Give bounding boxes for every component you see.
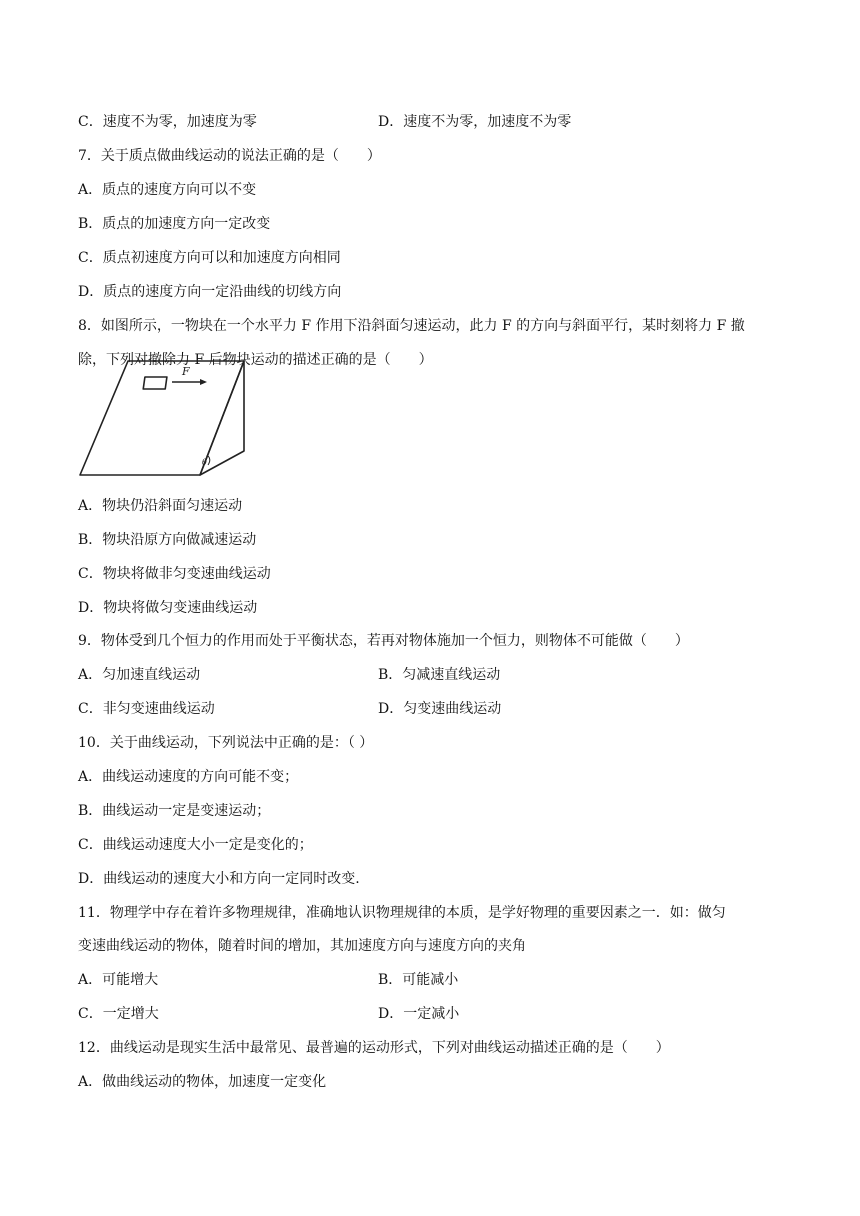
q10-option-d: D．曲线运动的速度大小和方向一定同时改变. [78,871,360,887]
q9-option-c: C．非匀变速曲线运动 [78,701,215,717]
q11-stem-line2: 变速曲线运动的物体，随着时间的增加，其加速度方向与速度方向的夹角 [78,938,526,954]
q11-option-b: B．可能减小 [378,972,459,988]
force-label: F [182,365,190,378]
incline-figure [76,355,252,479]
q9-option-b: B．匀减速直线运动 [378,667,501,683]
q10-stem: 10．关于曲线运动，下列说法中正确的是：（ ） [78,735,374,751]
q12-stem: 12．曲线运动是现实生活中最常见、最普遍的运动形式，下列对曲线运动描述正确的是（ ） [78,1040,670,1056]
q8-option-a: A．物块仍沿斜面匀速运动 [78,498,243,514]
q7-option-b: B．质点的加速度方向一定改变 [78,216,271,232]
q11-option-d: D．一定减小 [378,1006,460,1022]
q8-option-d: D．物块将做匀变速曲线运动 [78,600,258,616]
q7-stem: 7．关于质点做曲线运动的说法正确的是（ ） [78,148,381,164]
q10-option-b: B．曲线运动一定是变速运动； [78,803,271,819]
q10-option-c: C．曲线运动速度大小一定是变化的； [78,837,313,853]
q7-option-c: C．质点初速度方向可以和加速度方向相同 [78,250,341,266]
q8-option-b: B．物块沿原方向做减速运动 [78,532,257,548]
q6-option-c: C．速度不为零，加速度为零 [78,114,257,130]
q11-option-a: A．可能增大 [78,972,159,988]
q9-option-d: D．匀变速曲线运动 [378,701,502,717]
q7-option-a: A．质点的速度方向可以不变 [78,182,257,198]
q11-option-c: C．一定增大 [78,1006,159,1022]
q9-option-a: A．匀加速直线运动 [78,667,201,683]
q8-stem-line2: 除，下列对撤除力 F 后物块运动的描述正确的是（ ） [78,352,433,368]
q10-option-a: A．曲线运动速度的方向可能不变； [78,769,299,785]
q11-stem-line1: 11．物理学中存在着许多物理规律，准确地认识物理规律的本质，是学好物理的重要因素之一．如：做匀 [78,905,726,921]
q8-stem-line1: 8．如图所示，一物块在一个水平力 F 作用下沿斜面匀速运动，此力 F 的方向与斜面平行，某时刻将力 F 撤 [78,318,745,334]
angle-label: θ [202,458,207,467]
q12-option-a: A．做曲线运动的物体，加速度一定变化 [78,1074,327,1090]
q8-option-c: C．物块将做非匀变速曲线运动 [78,566,271,582]
q7-option-d: D．质点的速度方向一定沿曲线的切线方向 [78,284,342,300]
q6-option-d: D．速度不为零，加速度不为零 [378,114,572,130]
q9-stem: 9．物体受到几个恒力的作用而处于平衡状态，若再对物体施加一个恒力，则物体不可能做（ ） [78,633,689,649]
